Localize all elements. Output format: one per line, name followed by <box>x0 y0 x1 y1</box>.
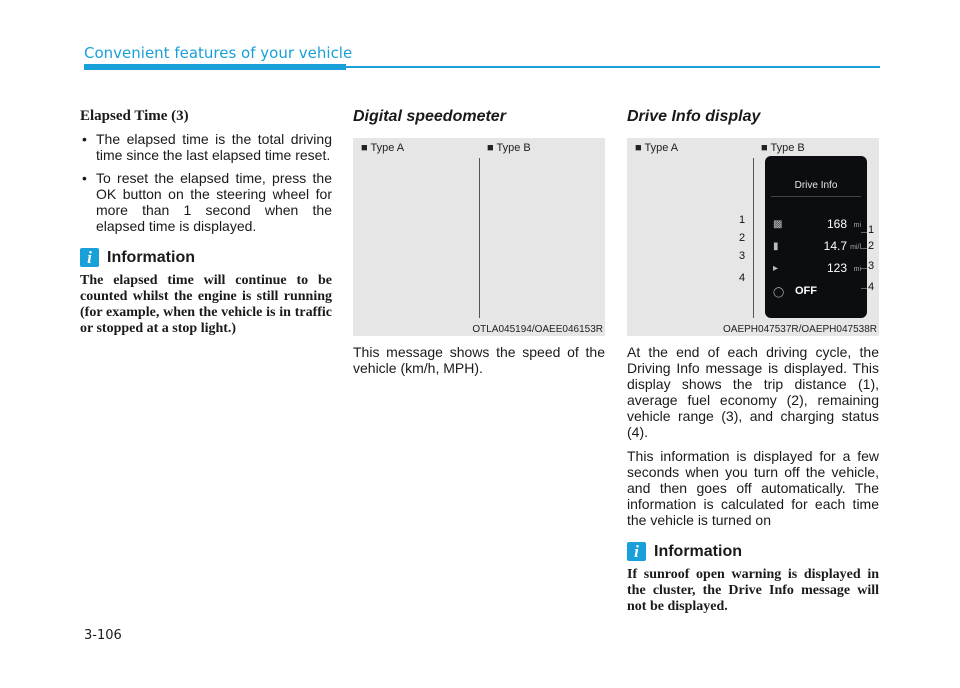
elapsed-time-heading: Elapsed Time (3) <box>80 108 189 124</box>
cluster-screen <box>765 156 867 318</box>
range-value: 123 <box>826 261 847 275</box>
info-icon: i <box>627 542 646 561</box>
trip-distance-unit: mi <box>853 222 861 229</box>
callout-line <box>861 248 867 249</box>
list-item: • The elapsed time is the total driving time since the last elapsed time reset. <box>80 131 332 163</box>
trip-distance-row <box>771 216 861 234</box>
header-accent-bar <box>84 64 346 70</box>
figure-code: OTLA045194/OAEE046153R <box>472 324 603 335</box>
fuel-icon: ▮ <box>773 241 779 252</box>
fuel-economy-value: 14.7 <box>823 239 847 253</box>
speedometer-figure <box>353 138 605 336</box>
information-text: If sunroof open warning is displayed in the cluster, the Drive Info message will not be displayed. <box>627 567 879 614</box>
fuel-economy-unit: mi/l <box>850 244 861 251</box>
drive-info-title: Drive Info display <box>627 108 761 125</box>
marker-a-2: 2 <box>739 232 746 244</box>
marker-a-4: 4 <box>739 272 746 284</box>
figure-code: OAEPH047537R/OAEPH047538R <box>723 324 877 335</box>
column-elapsed-time <box>80 108 332 337</box>
list-item: • To reset the elapsed time, press the OK button on the steering wheel for more than 1 second when the elapsed time is displayed. <box>80 170 332 234</box>
figure-divider <box>753 158 754 318</box>
elapsed-time-list <box>80 131 332 234</box>
screen-divider <box>771 196 861 197</box>
callout-line <box>861 232 867 233</box>
information-title: Information <box>654 542 742 560</box>
drive-info-figure <box>627 138 879 336</box>
speedometer-description: This message shows the speed of the vehicle (km/h, MPH). <box>353 344 605 376</box>
type-a-label: ■ Type A <box>361 142 405 154</box>
column-drive-info <box>627 108 879 615</box>
fuel-economy-row <box>771 238 861 256</box>
car-icon: ▩ <box>773 219 783 230</box>
marker-b-2: 2 <box>868 240 875 252</box>
figure-divider <box>479 158 480 318</box>
digital-speedometer-title: Digital speedometer <box>353 108 506 125</box>
callout-line <box>861 288 867 289</box>
trip-distance-value: 168 <box>826 217 847 231</box>
column-digital-speedometer <box>353 108 605 384</box>
info-icon: i <box>80 248 99 267</box>
marker-b-1: 1 <box>868 224 875 236</box>
marker-a-1: 1 <box>739 214 746 226</box>
range-unit: mi <box>853 266 861 273</box>
information-header <box>627 542 879 561</box>
charging-status-value: OFF <box>795 285 817 297</box>
information-text: The elapsed time will continue to be counted whilst the engine is still running (for example, when the vehicle is in traffic or stopped at a stop light.) <box>80 273 332 336</box>
drive-info-description-2: This information is displayed for a few seconds when you turn off the vehicle, and then goes off automatically. The information is calculated for each time the vehicle is turned on <box>627 448 879 528</box>
marker-b-3: 3 <box>868 260 875 272</box>
marker-b-4: 4 <box>868 281 875 293</box>
callout-line <box>861 268 867 269</box>
type-b-label: ■ Type B <box>761 142 805 154</box>
screen-title: Drive Info <box>794 180 838 191</box>
range-row <box>771 260 861 278</box>
charging-row <box>771 284 861 302</box>
type-a-label: ■ Type A <box>635 142 679 154</box>
charge-icon: ◯ <box>773 287 785 298</box>
header-rule <box>346 66 880 68</box>
marker-a-3: 3 <box>739 250 746 262</box>
information-title: Information <box>107 248 195 266</box>
type-b-label: ■ Type B <box>487 142 531 154</box>
page-number: 3-106 <box>84 628 122 643</box>
range-icon: ▸ <box>773 263 779 274</box>
section-header-title: Convenient features of your vehicle <box>84 44 353 62</box>
information-header <box>80 248 332 267</box>
drive-info-description: At the end of each driving cycle, the Driving Info message is displayed. This display shows the trip distance (1), average fuel economy (2), remaining vehicle range (3), and charging status (4). <box>627 344 879 440</box>
